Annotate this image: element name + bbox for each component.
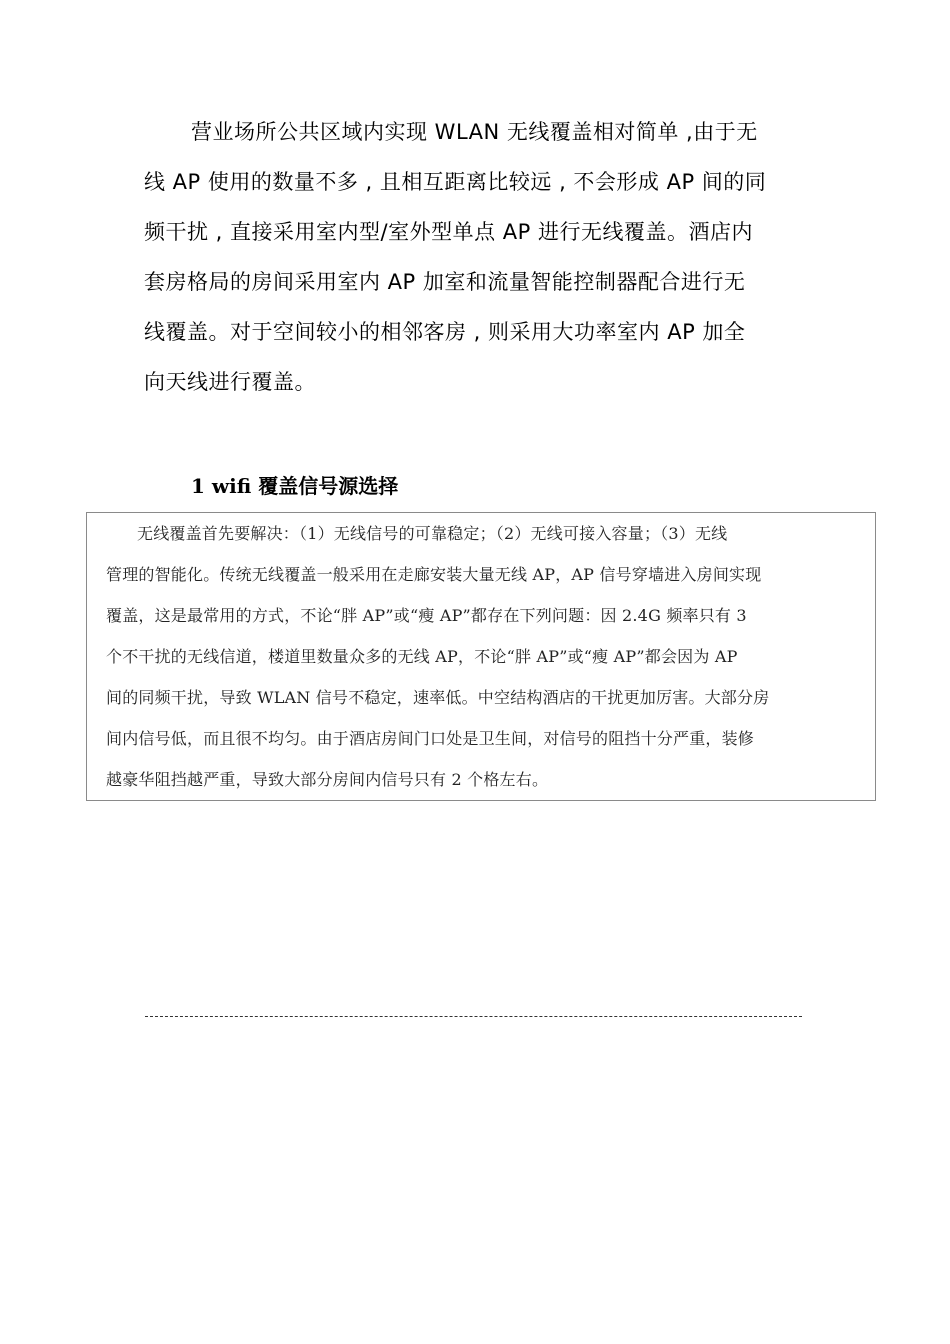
intro-line: 线 AP 使用的数量不多 , 且相互距离比较远 , 不会形成 AP 间的同 bbox=[144, 170, 767, 194]
intro-line: 营业场所公共区域内实现 WLAN 无线覆盖相对简单 ,由于无 bbox=[191, 120, 758, 144]
quote-box bbox=[86, 512, 876, 801]
quote-line: 管理的智能化。传统无线覆盖一般采用在走廊安装大量无线 AP，AP 信号穿墙进入房间实现 bbox=[106, 565, 762, 584]
dashed-separator bbox=[145, 1016, 802, 1017]
intro-line: 线覆盖。对于空间较小的相邻客房 , 则采用大功率室内 AP 加全 bbox=[144, 320, 746, 344]
intro-line: 套房格局的房间采用室内 AP 加室和流量智能控制器配合进行无 bbox=[144, 270, 746, 294]
intro-line: 向天线进行覆盖。 bbox=[144, 370, 316, 394]
intro-line: 频干扰 , 直接采用室内型/室外型单点 AP 进行无线覆盖。酒店内 bbox=[144, 220, 753, 244]
section-heading: 1 wifi 覆盖信号源选择 bbox=[191, 474, 399, 498]
quote-line: 间内信号低，而且很不均匀。由于酒店房间门口处是卫生间，对信号的阻挡十分严重，装修 bbox=[106, 729, 755, 748]
quote-line: 间的同频干扰，导致 WLAN 信号不稳定，速率低。中空结构酒店的干扰更加厉害。大部分房 bbox=[106, 688, 770, 707]
quote-line: 无线覆盖首先要解决：（1）无线信号的可靠稳定；（2）无线可接入容量；（3）无线 bbox=[137, 524, 728, 543]
quote-line: 个不干扰的无线信道，楼道里数量众多的无线 AP，不论“胖 AP”或“瘦 AP”都会因为 AP bbox=[106, 647, 738, 666]
quote-line: 覆盖，这是最常用的方式，不论“胖 AP”或“瘦 AP”都存在下列问题：因 2.4G 频率只有 3 bbox=[106, 606, 747, 625]
quote-line: 越豪华阻挡越严重，导致大部分房间内信号只有 2 个格左右。 bbox=[106, 770, 549, 789]
